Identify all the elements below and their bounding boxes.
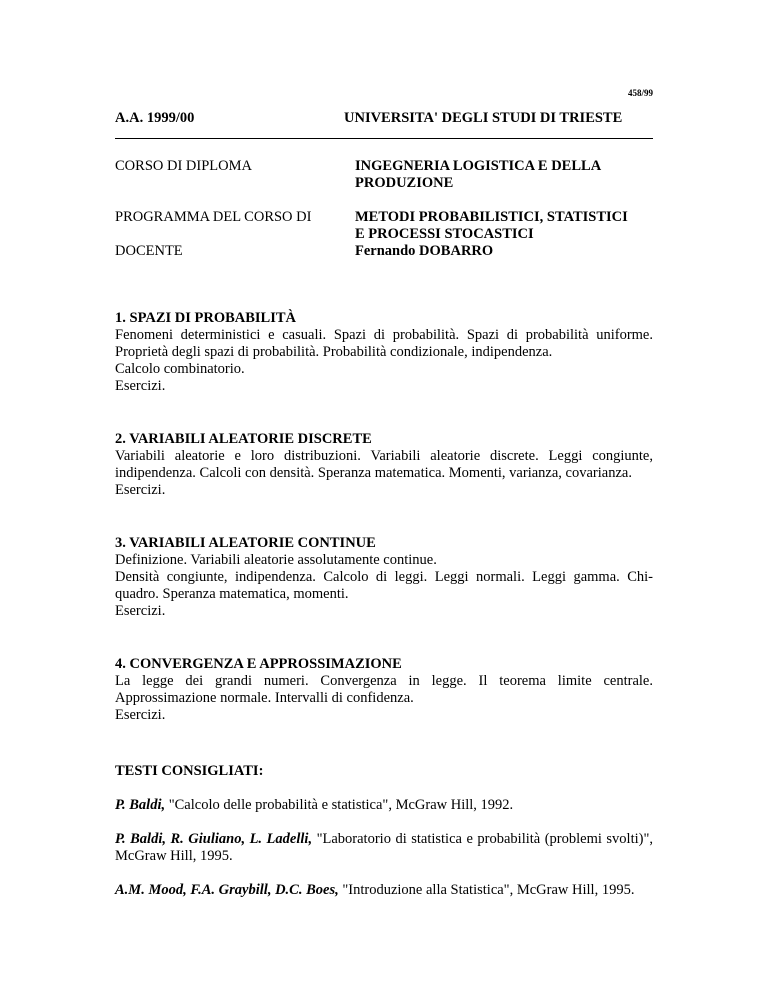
- reference-authors: A.M. Mood, F.A. Graybill, D.C. Boes,: [115, 882, 339, 898]
- document-number: 458/99: [627, 88, 653, 98]
- reference-item: [115, 797, 653, 814]
- section: [115, 535, 653, 620]
- teacher-row: [115, 243, 653, 260]
- reference-text: "Calcolo delle probabilità e statistica", McGraw Hill, 1992.: [165, 797, 514, 813]
- section: [115, 310, 653, 395]
- reference-text: "Introduzione alla Statistica", McGraw Hill, 1995.: [338, 882, 635, 898]
- section-line: Esercizi.: [115, 482, 166, 498]
- section-title: 3. VARIABILI ALEATORIE CONTINUE: [115, 535, 376, 551]
- references-title: TESTI CONSIGLIATI:: [115, 763, 264, 779]
- section-body: [115, 448, 653, 499]
- section-line: Calcolo combinatorio.: [115, 361, 245, 377]
- reference-item: [115, 831, 653, 865]
- reference-text: "Laboratorio di statistica e probabilità (problemi svolti)", McGraw Hill, 1995.: [115, 831, 653, 864]
- section-title: 2. VARIABILI ALEATORIE DISCRETE: [115, 431, 372, 447]
- course-value-line-2: PRODUZIONE: [355, 175, 454, 191]
- program-value-line-1: METODI PROBABILISTICI, STATISTICI: [355, 209, 628, 225]
- section-line: Densità congiunte, indipendenza. Calcolo di leggi. Leggi normali. Leggi gamma. Chi-quadro. Speranza matematica, momenti.: [115, 569, 653, 602]
- reference-authors: P. Baldi,: [115, 797, 166, 813]
- section-title: 1. SPAZI DI PROBABILITÀ: [115, 310, 297, 326]
- section: [115, 656, 653, 724]
- section-line: La legge dei grandi numeri. Convergenza in legge. Il teorema limite centrale. Approssimazione normale. Intervalli di confidenza.: [115, 673, 653, 706]
- section-title: 4. CONVERGENZA E APPROSSIMAZIONE: [115, 656, 402, 672]
- section-body: [115, 552, 653, 620]
- program-value: [355, 175, 653, 243]
- section: [115, 431, 653, 499]
- program-row: [115, 175, 653, 243]
- section-body: [115, 673, 653, 724]
- references: [115, 763, 653, 916]
- academic-year: A.A. 1999/00: [115, 110, 195, 126]
- section-line: Variabili aleatorie e loro distribuzioni. Variabili aleatorie discrete. Leggi congiunte, indipendenza. Calcoli con densità. Speranza matematica. Momenti, varianza, covarianza.: [115, 448, 653, 481]
- section-body: [115, 327, 653, 395]
- program-label: PROGRAMMA DEL CORSO DI: [115, 209, 312, 225]
- course-value-line-1: INGEGNERIA LOGISTICA E DELLA: [355, 158, 602, 174]
- reference-authors: P. Baldi, R. Giuliano, L. Ladelli,: [115, 831, 313, 847]
- section-line: Fenomeni deterministici e casuali. Spazi di probabilità. Spazi di probabilità uniforme. Proprietà degli spazi di probabilità. Probabilità condizionale, indipendenza.: [115, 327, 653, 360]
- course-info: [115, 158, 653, 260]
- university-name: UNIVERSITA' DEGLI STUDI DI TRIESTE: [344, 110, 623, 126]
- course-label: CORSO DI DIPLOMA: [115, 158, 252, 174]
- reference-item: [115, 882, 653, 899]
- section-line: Esercizi.: [115, 707, 166, 723]
- program-sections: [115, 310, 653, 760]
- section-line: Esercizi.: [115, 603, 166, 619]
- section-line: Esercizi.: [115, 378, 166, 394]
- header-divider: [115, 138, 653, 139]
- teacher-label: DOCENTE: [115, 243, 183, 259]
- program-value-line-2: E PROCESSI STOCASTICI: [355, 226, 534, 242]
- teacher-value: Fernando DOBARRO: [355, 243, 494, 259]
- section-line: Definizione. Variabili aleatorie assolutamente continue.: [115, 552, 437, 568]
